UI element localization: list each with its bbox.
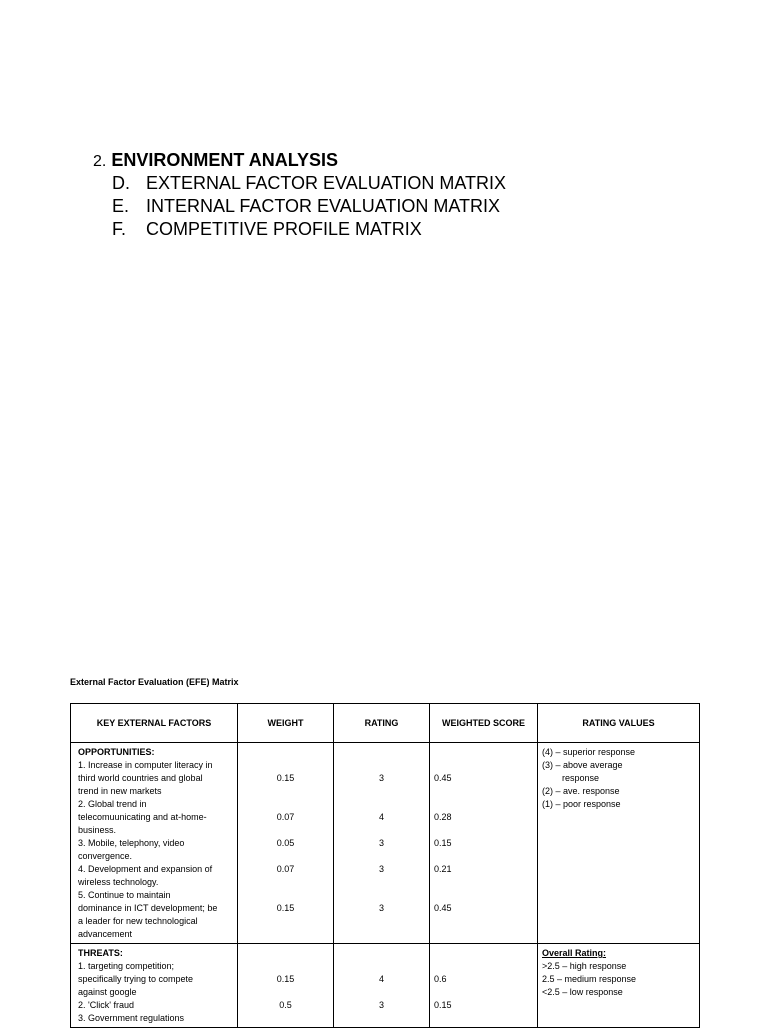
rating-value-line: (2) – ave. response bbox=[542, 786, 620, 796]
score-value: 0.45 bbox=[434, 773, 452, 783]
factor-line: 1. Increase in computer literacy in bbox=[78, 760, 213, 770]
threats-factors bbox=[71, 944, 238, 1028]
outline-item-text: INTERNAL FACTOR EVALUATION MATRIX bbox=[146, 196, 501, 216]
outline-item-text: COMPETITIVE PROFILE MATRIX bbox=[146, 219, 422, 239]
weight-value: 0.05 bbox=[276, 838, 295, 848]
rating-values-legend bbox=[538, 743, 700, 944]
outline-item-d bbox=[93, 172, 653, 195]
weight-value: 0.07 bbox=[276, 864, 295, 874]
score-value: 0.15 bbox=[434, 1000, 452, 1010]
opportunities-weights bbox=[238, 743, 334, 944]
header-rating-values: RATING VALUES bbox=[538, 704, 700, 743]
rating-value-line: (3) – above average bbox=[542, 760, 623, 770]
score-value: 0.45 bbox=[434, 903, 452, 913]
header-weight: WEIGHT bbox=[238, 704, 334, 743]
weight-value: 0.15 bbox=[276, 903, 295, 913]
table-header-row bbox=[71, 704, 700, 743]
factor-line: specifically trying to compete bbox=[78, 974, 194, 984]
header-weighted-score: WEIGHTED SCORE bbox=[430, 704, 538, 743]
opportunities-ratings bbox=[334, 743, 430, 944]
header-rating: RATING bbox=[334, 704, 430, 743]
threats-ratings bbox=[334, 944, 430, 1028]
rating-value-line: (1) – poor response bbox=[542, 799, 621, 809]
outline-item-f bbox=[93, 218, 653, 241]
opportunities-heading: OPPORTUNITIES: bbox=[78, 747, 155, 757]
score-value: 0.6 bbox=[434, 974, 447, 984]
threats-heading: THREATS: bbox=[78, 948, 123, 958]
rating-value: 3 bbox=[378, 903, 384, 913]
section-title: ENVIRONMENT ANALYSIS bbox=[111, 150, 339, 170]
rating-value-line: response bbox=[562, 773, 600, 783]
efe-matrix-table bbox=[70, 703, 700, 1028]
opportunities-factors bbox=[71, 743, 238, 944]
factor-line: 3. Government regulations bbox=[78, 1013, 185, 1023]
overall-rating-line: <2.5 – low response bbox=[542, 987, 623, 997]
factor-line: against google bbox=[78, 987, 137, 997]
factor-line: dominance in ICT development; be bbox=[78, 903, 218, 913]
section-outline bbox=[93, 148, 653, 241]
score-value: 0.21 bbox=[434, 864, 452, 874]
rating-value: 3 bbox=[378, 864, 384, 874]
rating-value: 3 bbox=[378, 838, 384, 848]
factor-line: 1. targeting competition; bbox=[78, 961, 175, 971]
weight-value: 0.15 bbox=[276, 773, 295, 783]
factor-line: convergence. bbox=[78, 851, 133, 861]
factor-line: 2. 'Click' fraud bbox=[78, 1000, 134, 1010]
threats-row bbox=[71, 944, 700, 1028]
outline-item-letter: D. bbox=[112, 173, 130, 193]
factor-line: 2. Global trend in bbox=[78, 799, 147, 809]
weight-value: 0.07 bbox=[276, 812, 295, 822]
factor-line: third world countries and global bbox=[78, 773, 203, 783]
rating-value: 4 bbox=[378, 974, 384, 984]
overall-rating-heading: Overall Rating: bbox=[542, 948, 607, 958]
score-value: 0.28 bbox=[434, 812, 452, 822]
opportunities-row bbox=[71, 743, 700, 944]
opportunities-scores bbox=[430, 743, 538, 944]
weight-value: 0.5 bbox=[279, 1000, 292, 1010]
factor-line: 5. Continue to maintain bbox=[78, 890, 171, 900]
outline-item-text: EXTERNAL FACTOR EVALUATION MATRIX bbox=[146, 173, 507, 193]
header-key-factors: KEY EXTERNAL FACTORS bbox=[71, 704, 238, 743]
factor-line: 4. Development and expansion of bbox=[78, 864, 213, 874]
section-heading bbox=[93, 148, 653, 172]
outline-item-letter: E. bbox=[112, 196, 130, 216]
rating-value: 4 bbox=[378, 812, 384, 822]
overall-rating-legend bbox=[538, 944, 700, 1028]
threats-scores bbox=[430, 944, 538, 1028]
weight-value: 0.15 bbox=[276, 974, 295, 984]
factor-line: trend in new markets bbox=[78, 786, 162, 796]
factor-line: business. bbox=[78, 825, 117, 835]
threats-weights bbox=[238, 944, 334, 1028]
rating-value-line: (4) – superior response bbox=[542, 747, 636, 757]
rating-value: 3 bbox=[378, 773, 384, 783]
efe-caption: External Factor Evaluation (EFE) Matrix bbox=[70, 677, 239, 687]
factor-line: advancement bbox=[78, 929, 133, 939]
factor-line: telecomuunicating and at-home- bbox=[78, 812, 207, 822]
overall-rating-line: 2.5 – medium response bbox=[542, 974, 637, 984]
factor-line: wireless technology. bbox=[78, 877, 159, 887]
outline-item-letter: F. bbox=[112, 219, 127, 239]
factor-line: 3. Mobile, telephony, video bbox=[78, 838, 185, 848]
factor-line: a leader for new technological bbox=[78, 916, 198, 926]
section-number: 2. bbox=[93, 153, 107, 170]
score-value: 0.15 bbox=[434, 838, 452, 848]
overall-rating-line: >2.5 – high response bbox=[542, 961, 627, 971]
rating-value: 3 bbox=[378, 1000, 384, 1010]
outline-item-e bbox=[93, 195, 653, 218]
